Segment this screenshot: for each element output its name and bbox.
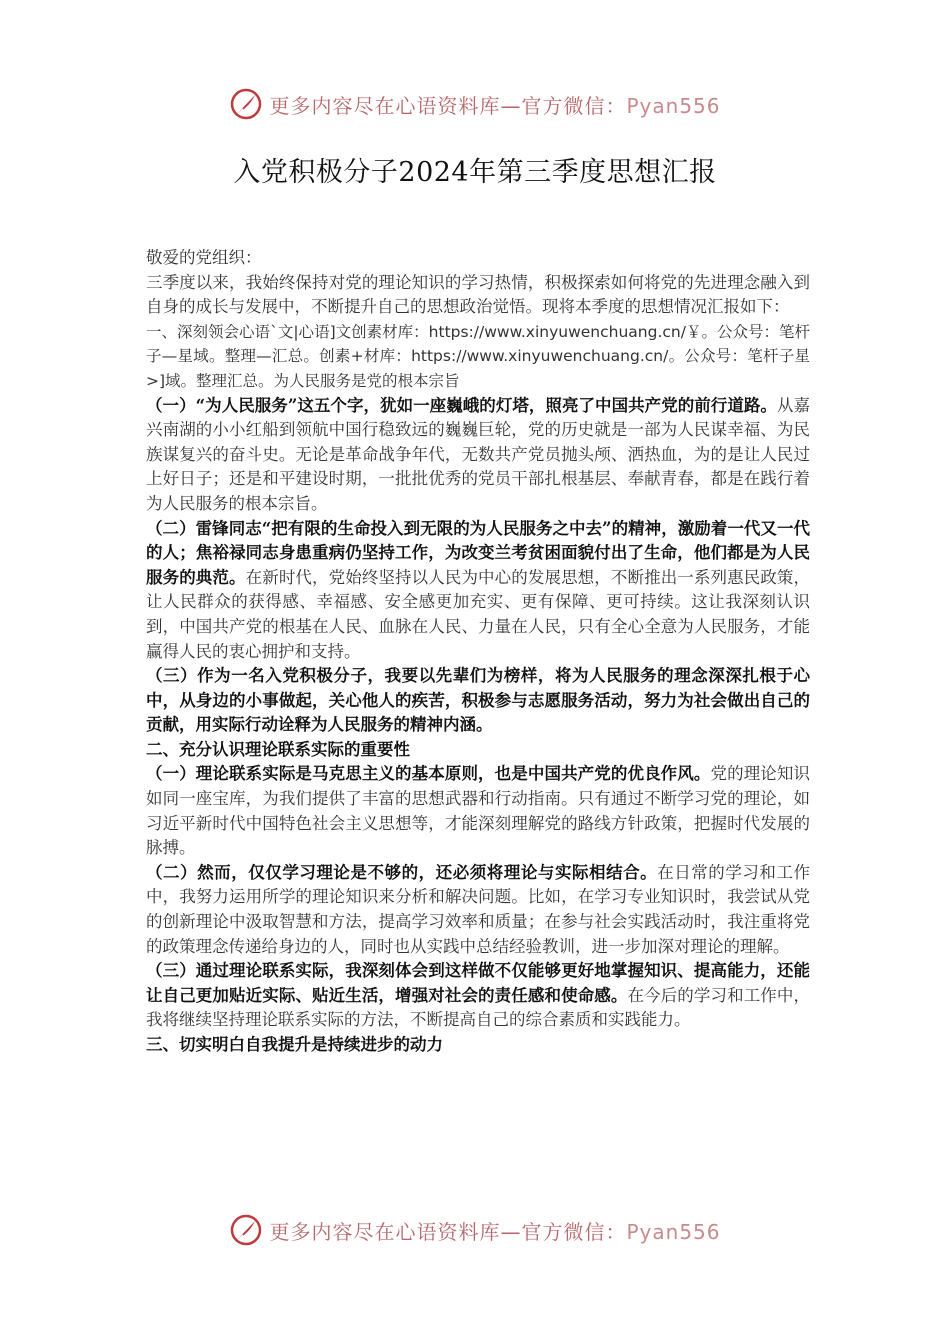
document-title: 入党积极分子2024年第三季度思想汇报 — [233, 157, 717, 188]
wechat-id: Pyan556 — [626, 1219, 721, 1244]
banner-text: 更多内容尽在心语资料库—官方微信：Pyan556 — [269, 1219, 721, 1244]
section-1-paragraph-3: （三）作为一名入党积极分子，我要以先辈们为榜样，将为人民服务的理念深深扎根于心中，从身边的小事做起，关心他人的疾苦，积极参与志愿服务活动，努力为社会做出自己的贡献，用实际行动诠释为人民服务的精神内涵。 — [146, 666, 810, 735]
section-2-paragraph-2: （二）然而，仅仅学习理论是不够的，还必须将理论与实际相结合。在日常的学习和工作中，我努力运用所学的理论知识来分析和解决问题。比如，在学习专业知识时，我尝试从党的创新理论中汲取智慧和方法，提高学习效率和质量；在参与社会实践活动时，我注重将党的政策理念传递给身边的人，同时也从实践中总结经验教训，进一步加深对理论的理解。 — [146, 862, 811, 956]
section-1-paragraph-2: （二）雷锋同志“把有限的生命投入到无限的为人民服务之中去”的精神，激励着一代又一代的人；焦裕禄同志身患重病仍坚持工作，为改变兰考贫困面貌付出了生命，他们都是为人民服务的典范。在新时代，党始终坚持以人民为中心的发展思想，不断推出一系列惠民政策，让人民群众的获得感、幸福感、安全感更加充实、更有保障、更可持续。这让我深刻认识到，中国共产党的根基在人民、血脉在人民、力量在人民，只有全心全意为人民服务，才能赢得人民的衷心拥护和支持。 — [146, 518, 811, 661]
section-1-heading: 一、深刻领会心语`文|心语]文创素材库：https://www.xinyuwenchuang.cn/￥。公众号：笔杆子—星域。整理—汇总。创素+材库：https://www.xinyuwenchuang.cn/。公众号：笔杆子星>]域。整理汇总。为人民服务是党的根本宗旨 — [146, 322, 810, 390]
document-body — [146, 246, 810, 1058]
footer-banner — [0, 1210, 950, 1250]
salutation: 敬爱的党组织： — [146, 248, 262, 267]
header-banner — [0, 84, 950, 124]
section-2-paragraph-3: （三）通过理论联系实际，我深刻体会到这样做不仅能够更好地掌握知识、提高能力，还能让自己更加贴近实际、贴近生活，增强对社会的责任感和使命感。在今后的学习和工作中，我将继续坚持理论联系实际的方法，不断提高自己的综合素质和实践能力。 — [146, 961, 811, 1030]
bold-lead: （二）然而，仅仅学习理论是不够的，还必须将理论与实际相结合。 — [146, 862, 658, 882]
section-2-heading: 二、充分认识理论联系实际的重要性 — [146, 739, 410, 759]
bold-lead: （三）通过理论联系实际，我深刻体会到这样做不仅能够更好地掌握知识、提高能力，还能让自己更加贴近实际、贴近生活，增强对社会的责任感和使命感。 — [146, 961, 810, 1005]
section-1-paragraph-1: （一）“为人民服务”这五个字，犹如一座巍峨的灯塔，照亮了中国共产党的前行道路。从嘉兴南湖的小小红船到领航中国行稳致远的巍巍巨轮，党的历史就是一部为人民谋幸福、为民族谋复兴的奋斗史。无论是革命战争年代，无数共产党员抛头颅、洒热血，为的是让人民过上好日子；还是和平建设时期，一批批优秀的党员干部扎根基层、奉献青春，都是在践行着为人民服务的根本宗旨。 — [146, 395, 811, 513]
banner-text: 更多内容尽在心语资料库—官方微信：Pyan556 — [269, 93, 721, 118]
section-2-paragraph-1: （一）理论联系实际是马克思主义的基本原则，也是中国共产党的优良作风。党的理论知识如同一座宝库，为我们提供了丰富的思想武器和行动指南。只有通过不断学习党的理论，如习近平新时代中国特色社会主义思想等，才能深刻理解党的路线方针政策，把握时代发展的脉搏。 — [146, 764, 811, 858]
quill-logo-icon — [229, 87, 263, 121]
bold-lead: （二）雷锋同志“把有限的生命投入到无限的为人民服务之中去”的精神，激励着一代又一代的人；焦裕禄同志身患重病仍坚持工作，为改变兰考贫困面貌付出了生命，他们都是为人民服务的典范。 — [146, 518, 810, 587]
section-3-heading: 三、切实明白自我提升是持续进步的动力 — [146, 1035, 443, 1054]
bold-lead: （一）“为人民服务”这五个字，犹如一座巍峨的灯塔，照亮了中国共产党的前行道路。 — [146, 395, 777, 415]
intro-paragraph: 三季度以来，我始终保持对党的理论知识的学习热情，积极探索如何将党的先进理念融入到自身的成长与发展中，不断提升自己的思想政治觉悟。现将本季度的思想情况汇报如下： — [146, 272, 810, 317]
quill-logo-icon — [229, 1213, 263, 1247]
wechat-id: Pyan556 — [626, 93, 721, 118]
bold-lead: （一）理论联系实际是马克思主义的基本原则，也是中国共产党的优良作风。 — [146, 764, 711, 784]
